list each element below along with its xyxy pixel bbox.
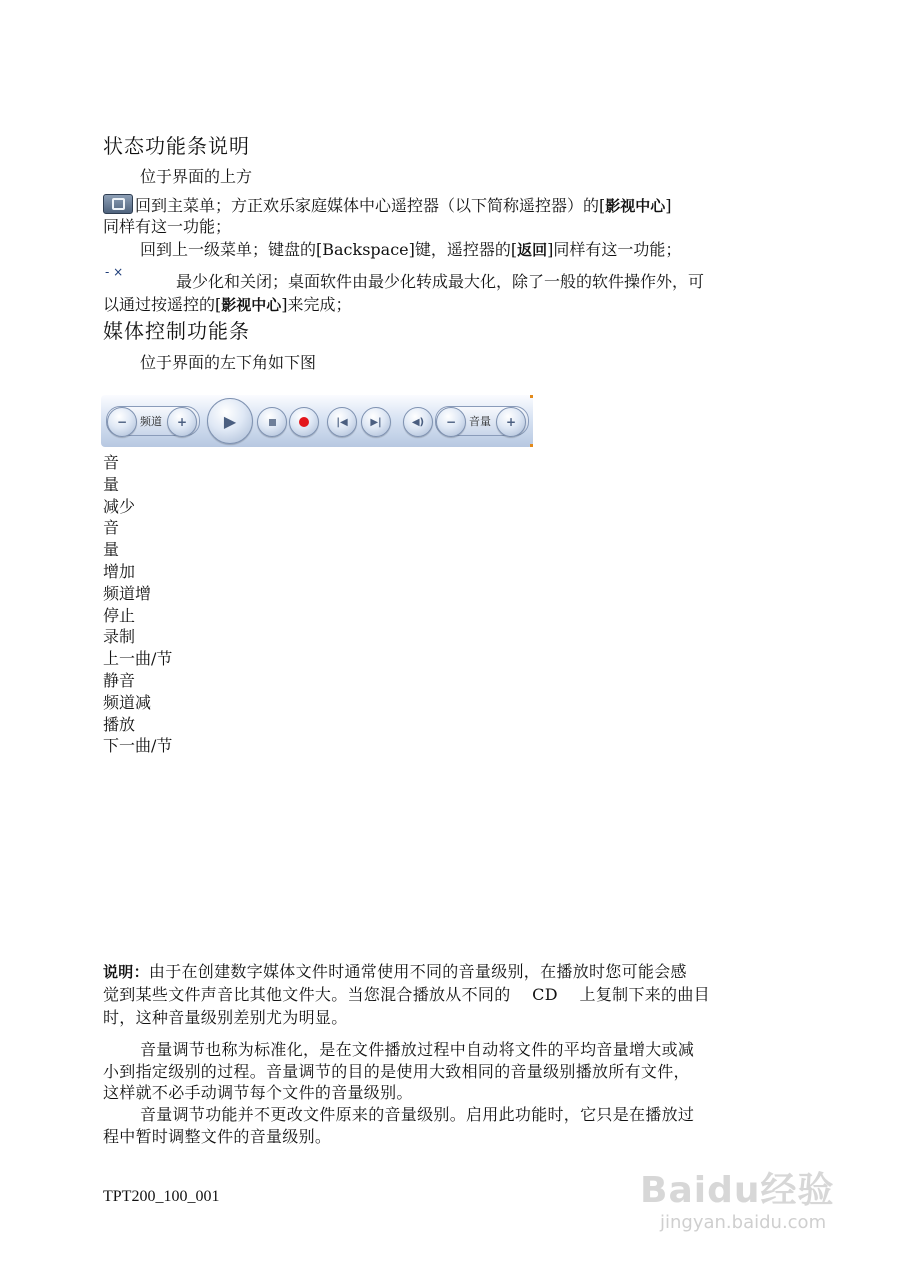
status-bar-location: 位于界面的上方: [140, 167, 253, 186]
legend-item: 减少: [103, 496, 136, 516]
note-p2-line2: 小到指定级别的过程。音量调节的目的是使用大致相同的音量级别播放所有文件，: [103, 1062, 690, 1081]
next-track-button[interactable]: ▶|: [361, 407, 391, 437]
media-control-bar: [101, 395, 533, 447]
legend-item: 音: [103, 453, 120, 472]
record-button[interactable]: [289, 407, 319, 437]
corner-mark: [530, 395, 533, 398]
legend-item: 音: [103, 518, 120, 538]
legend-item: 下一曲/节: [103, 736, 173, 756]
channel-up-button[interactable]: +: [167, 407, 197, 437]
volume-down-button[interactable]: −: [436, 407, 466, 437]
media-control-heading: 媒体控制功能条: [103, 319, 250, 343]
minimize-close-description: 最少化和关闭；桌面软件由最少化转成最大化，除了一般的软件操作外，可: [176, 272, 705, 291]
main-menu-description: 回到主菜单；方正欢乐家庭媒体中心遥控器（以下简称遥控器）的[影视中心]: [103, 194, 672, 217]
legend-item: 播放: [103, 714, 136, 734]
corner-mark: [530, 444, 533, 447]
note-p3-line1: 音量调节功能并不更改文件原来的音量级别。启用此功能时，它只是在播放过: [140, 1105, 695, 1124]
stop-button[interactable]: [257, 407, 287, 437]
main-menu-description-line2: 同样有这一功能；: [103, 217, 232, 236]
back-description: 回到上一级菜单；键盘的[Backspace]键，遥控器的[返回]同样有这一功能；: [140, 240, 682, 259]
volume-label: 音量: [469, 415, 491, 428]
note-label: 说明：: [103, 963, 149, 981]
button-legend: [103, 452, 172, 757]
legend-item: 频道增: [103, 583, 152, 603]
note-p1-line1: 说明：由于在创建数字媒体文件时通常使用不同的音量级别，在播放时您可能会感: [103, 962, 687, 981]
media-control-location: 位于界面的左下角如下图: [140, 353, 317, 372]
mute-button[interactable]: ◀): [403, 407, 433, 437]
record-icon: [299, 417, 309, 427]
legend-item: 静音: [103, 670, 136, 690]
note-p1-line2: 觉到某些文件声音比其他文件大。当您混合播放从不同的 CD 上复制下来的曲目: [103, 985, 710, 1004]
channel-label: 频道: [140, 415, 162, 428]
legend-item: 量: [103, 540, 120, 560]
note-p2-line1: 音量调节也称为标准化，是在文件播放过程中自动将文件的平均音量增大或减: [140, 1040, 695, 1059]
note-p2-line3: 这样就不必手动调节每个文件的音量级别。: [103, 1083, 413, 1102]
volume-up-button[interactable]: +: [496, 407, 526, 437]
stop-icon: [269, 419, 276, 426]
baidu-watermark-logo: Baidu经验: [640, 1170, 835, 1211]
previous-track-button[interactable]: |◀: [327, 407, 357, 437]
legend-item: 录制: [103, 627, 136, 647]
minimize-close-description-line2: 以通过按遥控的[影视中心]来完成；: [103, 295, 352, 314]
legend-item: 频道减: [103, 692, 152, 712]
minimize-close-icon: - ×: [105, 265, 124, 279]
legend-item: 上一曲/节: [103, 649, 173, 669]
play-button[interactable]: ▶: [207, 398, 253, 444]
note-p1-line3: 时，这种音量级别差别尤为明显。: [103, 1008, 348, 1027]
channel-down-button[interactable]: −: [107, 407, 137, 437]
document-code: TPT200_100_001: [103, 1188, 220, 1205]
note-p3-line2: 程中暂时调整文件的音量级别。: [103, 1127, 332, 1146]
baidu-watermark-url: jingyan.baidu.com: [660, 1212, 827, 1233]
home-menu-icon: [103, 194, 133, 214]
status-bar-heading: 状态功能条说明: [103, 134, 250, 158]
legend-item: 增加: [103, 561, 136, 581]
legend-item: 停止: [103, 605, 136, 625]
legend-item: 量: [103, 474, 120, 494]
